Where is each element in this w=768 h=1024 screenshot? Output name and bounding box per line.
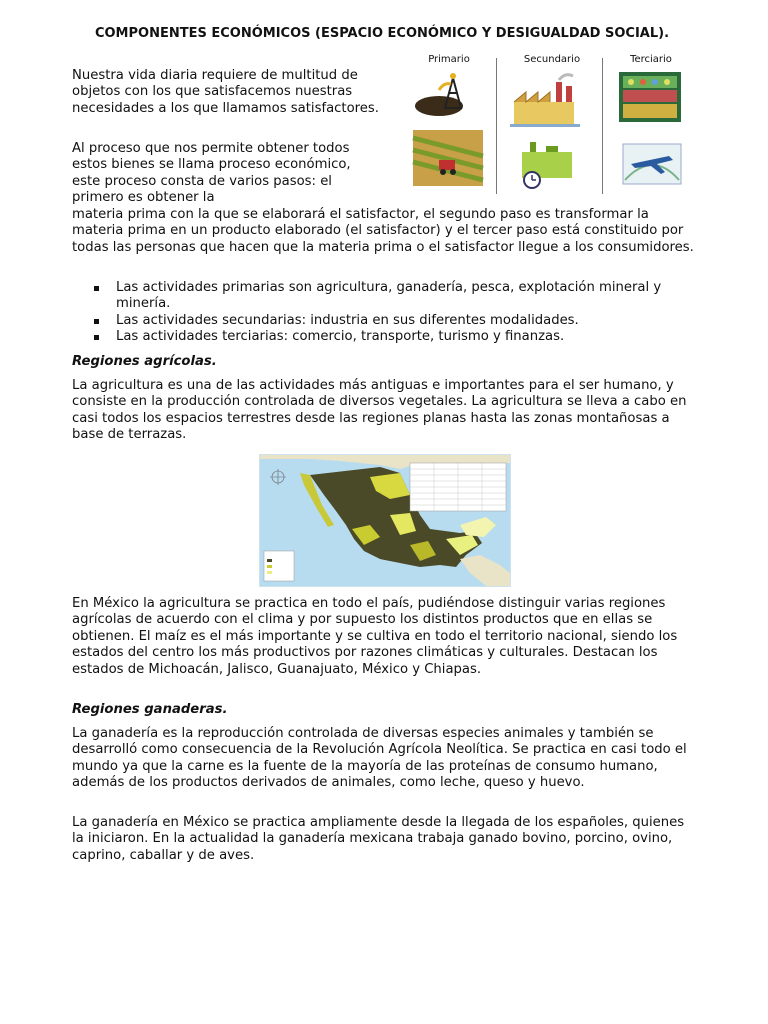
sector-label-terciario: Terciario [630,54,672,65]
mexico-agricultural-map [259,454,511,587]
bullet-icon [94,319,99,324]
intro-paragraph-2-continuation: materia prima con la que se elaborará el satisfactor, el segundo paso es transformar la materia prima en un producto elaborado (el satisfactor) y el tercer paso está constituido por todas las personas que hacen que la materia prima o el satisfactor llegue a los consumidores. [72,207,694,255]
economic-sectors-figure [404,54,694,196]
ganadera-paragraph-2: La ganadería en México se practica ampliamente desde la llegada de los españoles, quienes la iniciaron. En la actualidad la ganadería mexicana trabaja ganado bovino, porcino, ovino, caprino, caballar y de aves. [72,815,685,863]
sector-divider [496,58,497,194]
heading-regiones-ganaderas: Regiones ganaderas. [72,702,228,717]
sector-label-primario: Primario [428,54,470,65]
heading-regiones-agricolas: Regiones agrícolas. [72,354,217,369]
activity-text: Las actividades secundarias: industria en sus diferentes modalidades. [116,312,579,328]
agricola-paragraph-2: En México la agricultura se practica en todo el país, pudiéndose distinguir varias regiones agrícolas de acuerdo con el clima y por supuesto los distintos productos que en ellas se obtienen. El maíz es el más importante y se cultiva en todo el territorio nacional, siendo los estados del centro los más productivos por razones climáticas y culturales. Destacan los estados de Michoacán, Jalisco, Guanajuato, México y Chiapas. [72,596,678,677]
ganadera-paragraph-1: La ganadería es la reproducción controlada de diversas especies animales y también se desarrolló como consecuencia de la Revolución Agrícola Neolítica. Se practica en casi todo el mundo ya que la carne es la fuente de la mayoría de las proteínas de consumo humano, además de los productos derivados de animales, como leche, queso y huevo. [72,726,687,791]
list-item [92,329,692,345]
activity-text: Las actividades primarias son agricultura, ganadería, pesca, explotación mineral y minería. [116,280,662,312]
bullet-icon [94,286,99,291]
agriculture-oil-icon [409,68,489,190]
agricola-paragraph-1: La agricultura es una de las actividades más antiguas e importantes para el ser humano, y consiste en la producción controlada de diversos vegetales. La agricultura se lleva a cabo en casi todos los espacios terrestres desde las regiones planas hasta las zonas montañosas a base de terrazas. [72,378,687,443]
activities-list [92,280,692,346]
intro-paragraph-1: Nuestra vida diaria requiere de multitud de objetos con los que satisfacemos nuestras necesidades a los que llamamos satisfactores. [72,68,379,116]
sector-secundario [504,54,600,193]
document-title: COMPONENTES ECONÓMICOS (ESPACIO ECONÓMICO Y DESIGUALDAD SOCIAL). [94,26,670,41]
intro-paragraph-2-start: Al proceso que nos permite obtener todos estos bienes se llama proceso económico, este proceso consta de varios pasos: el primero es obtener la [72,141,351,206]
store-airplane-icon [611,68,691,190]
activity-text: Las actividades terciarias: comercio, transporte, turismo y finanzas. [116,329,565,345]
sector-primario [404,54,494,193]
sector-label-secundario: Secundario [523,54,581,65]
mexico-map-image [260,455,510,586]
bullet-icon [94,335,99,340]
sector-terciario [608,54,694,193]
list-item [92,280,692,313]
factory-icon [506,68,598,190]
list-item [92,313,692,329]
sector-divider [602,58,603,194]
